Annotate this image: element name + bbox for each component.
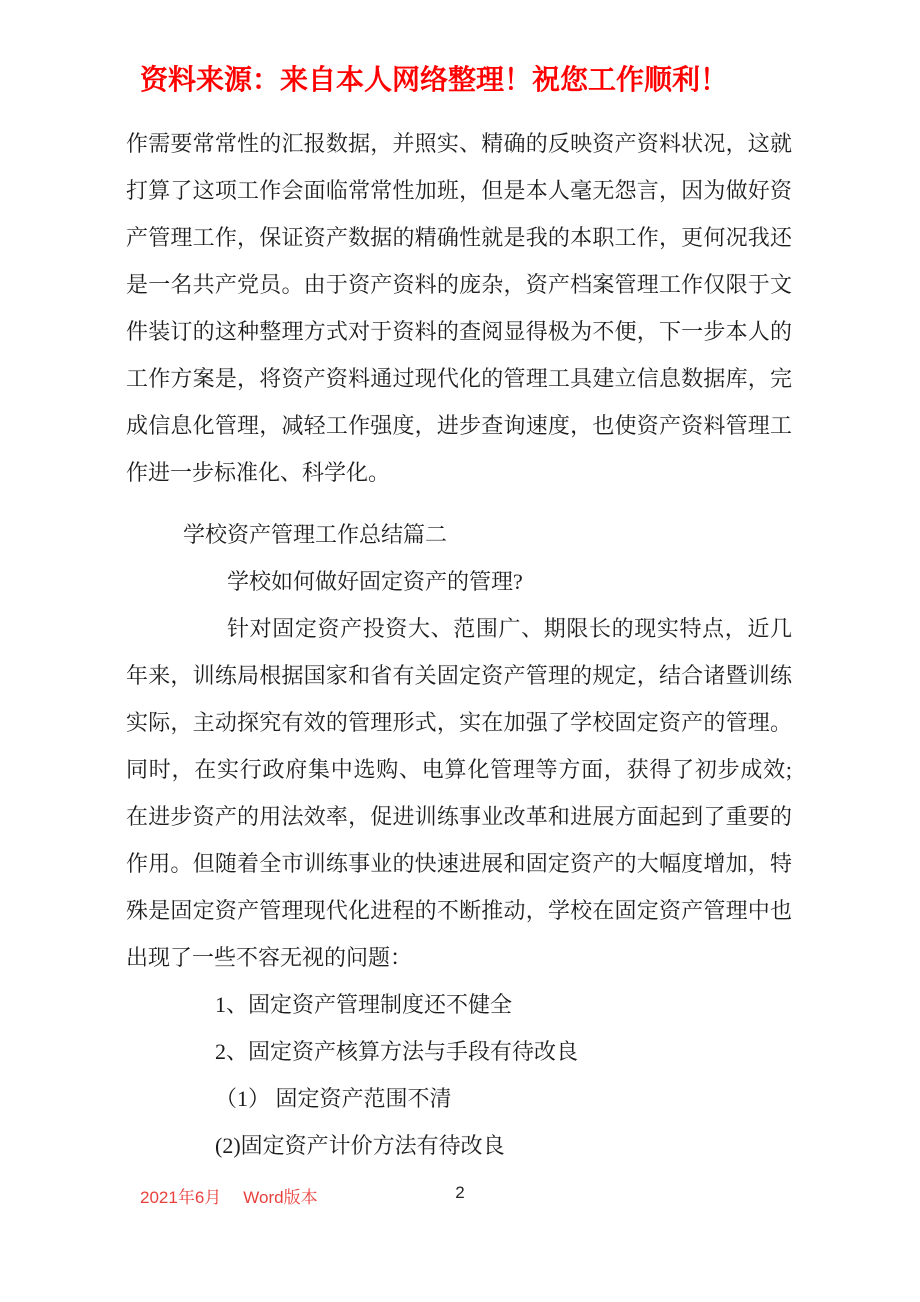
page-number: 2 [455,1183,465,1202]
footer-left-group [140,1183,318,1208]
document-header [140,58,800,98]
footer-version-label: Word版本 [243,1188,318,1207]
document-body [126,120,792,1169]
document-footer [0,1183,920,1213]
section-title: 学校资产管理工作总结篇二 [183,522,448,547]
source-notice-text: 资料来源：来自本人网络整理！祝您工作顺利！ [140,65,729,96]
footer-date: 2021年6月 [140,1188,222,1207]
list-item-2-2: (2)固定资产计价方法有待改良 [215,1133,505,1158]
paragraph-asset-work: 作需要常常性的汇报数据，并照实、精确的反映资产资料状况，这就打算了这项工作会面临常常性加班，但是本人毫无怨言，因为做好资产管理工作，保证资产数据的精确性就是我的本职工作，更何况我还是一名共产党员。由于资产资料的庞杂，资产档案管理工作仅限于文件装订的这种整理方式对于资料的查阅显得极为不便，下一步本人的工作方案是，将资产资料通过现代化的管理工具建立信息数据库，完成信息化管理，减轻工作强度，进步查询速度，也使资产资料管理工作进一步标准化、科学化。 [126,131,792,485]
paragraph-fixed-assets: 针对固定资产投资大、范围广、期限长的现实特点，近几年来，训练局根据国家和省有关固定资产管理的规定，结合诸暨训练实际，主动探究有效的管理形式，实在加强了学校固定资产的管理。同时，在实行政府集中选购、电算化管理等方面，获得了初步成效;在进步资产的用法效率，促进训练事业改革和进展方面起到了重要的作用。但随着全市训练事业的快速进展和固定资产的大幅度增加，特殊是固定资产管理现代化进程的不断推动，学校在固定资产管理中也出现了一些不容无视的问题： [126,616,792,970]
list-item-1: 1、固定资产管理制度还不健全 [215,992,513,1017]
paragraph-question: 学校如何做好固定资产的管理? [227,569,523,594]
list-item-2-1: （1） 固定资产范围不清 [215,1086,452,1111]
list-item-2: 2、固定资产核算方法与手段有待改良 [215,1039,579,1064]
